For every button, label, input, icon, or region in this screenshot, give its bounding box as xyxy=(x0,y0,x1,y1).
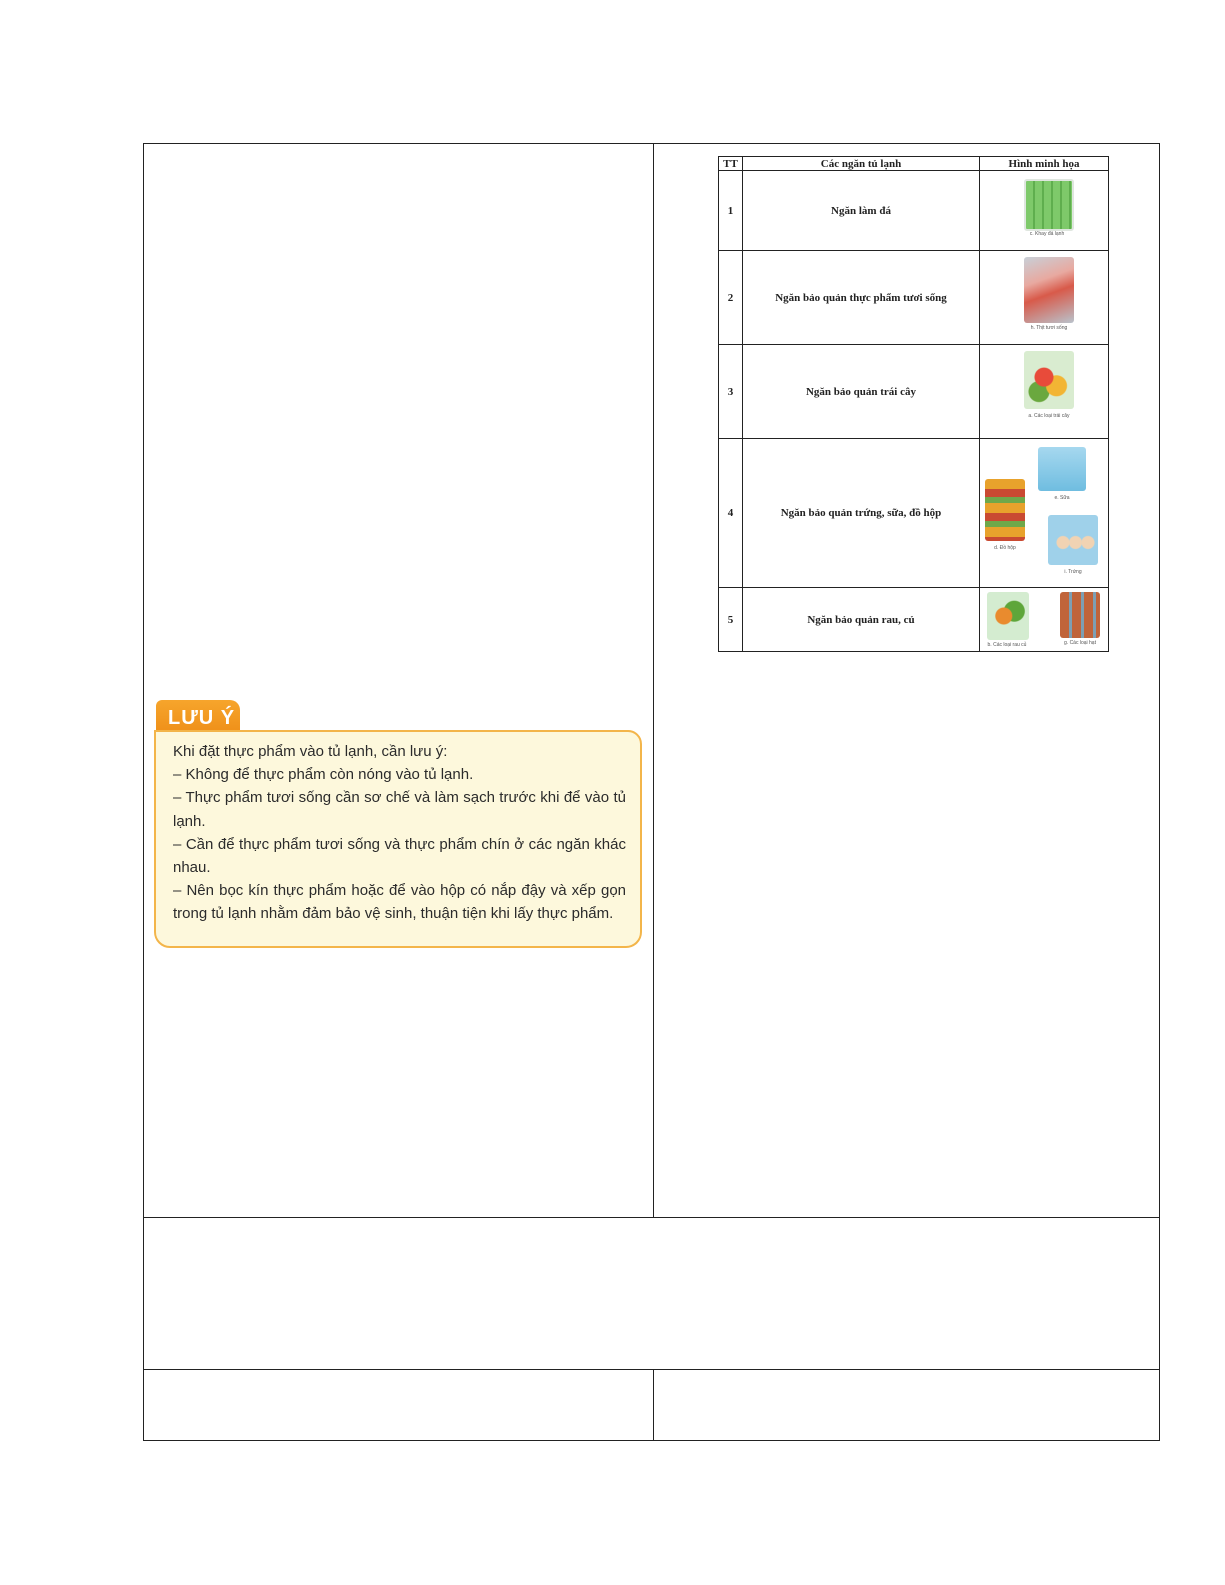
note-line: – Không để thực phẩm còn nóng vào tủ lạnh. xyxy=(173,766,474,784)
compartment-name: Ngăn bảo quản rau, củ xyxy=(743,588,980,652)
illustration-cell xyxy=(980,439,1109,588)
note-title-tab: LƯU Ý xyxy=(156,700,240,734)
image-caption: c. Khay đá lạnh xyxy=(1029,231,1065,237)
seeds-jars-image xyxy=(1060,592,1100,638)
illustration-cell xyxy=(980,171,1109,251)
row-number: 5 xyxy=(719,588,743,652)
vegetables-image xyxy=(987,592,1029,640)
illustration-cell xyxy=(980,588,1109,652)
canned-food-image xyxy=(985,479,1025,541)
column-divider-top xyxy=(653,143,654,1217)
image-caption: d. Đồ hộp xyxy=(994,545,1016,551)
image-caption: e. Sữa xyxy=(1054,495,1070,501)
table-row xyxy=(719,251,1109,345)
image-caption: h. Thịt tươi sống xyxy=(1030,325,1068,331)
image-caption: a. Các loại trái cây xyxy=(1028,413,1070,419)
header-tt: TT xyxy=(719,157,743,171)
table-row xyxy=(719,171,1109,251)
row-number: 2 xyxy=(719,251,743,345)
compartment-name: Ngăn làm đá xyxy=(743,171,980,251)
header-illustration: Hình minh họa xyxy=(980,157,1109,171)
compartment-name: Ngăn bảo quản trái cây xyxy=(743,345,980,439)
image-caption: g. Các loại hạt xyxy=(1064,640,1096,646)
ice-tray-image xyxy=(1024,179,1074,231)
column-divider-bottom xyxy=(653,1369,654,1441)
header-compartment: Các ngăn tủ lạnh xyxy=(743,157,980,171)
row-number: 3 xyxy=(719,345,743,439)
fruit-image xyxy=(1024,351,1074,409)
table-header-row xyxy=(719,157,1109,171)
compartment-name: Ngăn bảo quản trứng, sữa, đồ hộp xyxy=(743,439,980,588)
note-line: – Nên bọc kín thực phẩm hoặc để vào hộp có nắp đậy và xếp gọn trong tủ lạnh nhằm đảm bảo vệ sinh, thuận tiện khi lấy thực phẩm. xyxy=(173,882,626,923)
row-divider-1 xyxy=(143,1217,1160,1218)
fresh-meat-image xyxy=(1024,257,1074,323)
image-caption: b. Các loại rau củ xyxy=(987,642,1027,648)
note-line: – Cần để thực phẩm tươi sống và thực phẩm chín ở các ngăn khác nhau. xyxy=(173,835,626,877)
eggs-image xyxy=(1048,515,1098,565)
milk-image xyxy=(1038,447,1086,491)
note-box xyxy=(154,730,642,948)
illustration-cell xyxy=(980,345,1109,439)
row-number: 1 xyxy=(719,171,743,251)
row-divider-2 xyxy=(143,1369,1160,1370)
illustration-cell xyxy=(980,251,1109,345)
table-row xyxy=(719,588,1109,652)
fridge-compartments-table xyxy=(718,156,1109,652)
compartment-name: Ngăn bảo quản thực phẩm tươi sống xyxy=(743,251,980,345)
table-row xyxy=(719,345,1109,439)
note-line: – Thực phẩm tươi sống cần sơ chế và làm sạch trước khi để vào tủ lạnh. xyxy=(173,789,626,830)
row-number: 4 xyxy=(719,439,743,588)
table-row xyxy=(719,439,1109,588)
note-line: Khi đặt thực phẩm vào tủ lạnh, cần lưu ý: xyxy=(173,743,448,760)
image-caption: i. Trứng xyxy=(1064,569,1082,575)
